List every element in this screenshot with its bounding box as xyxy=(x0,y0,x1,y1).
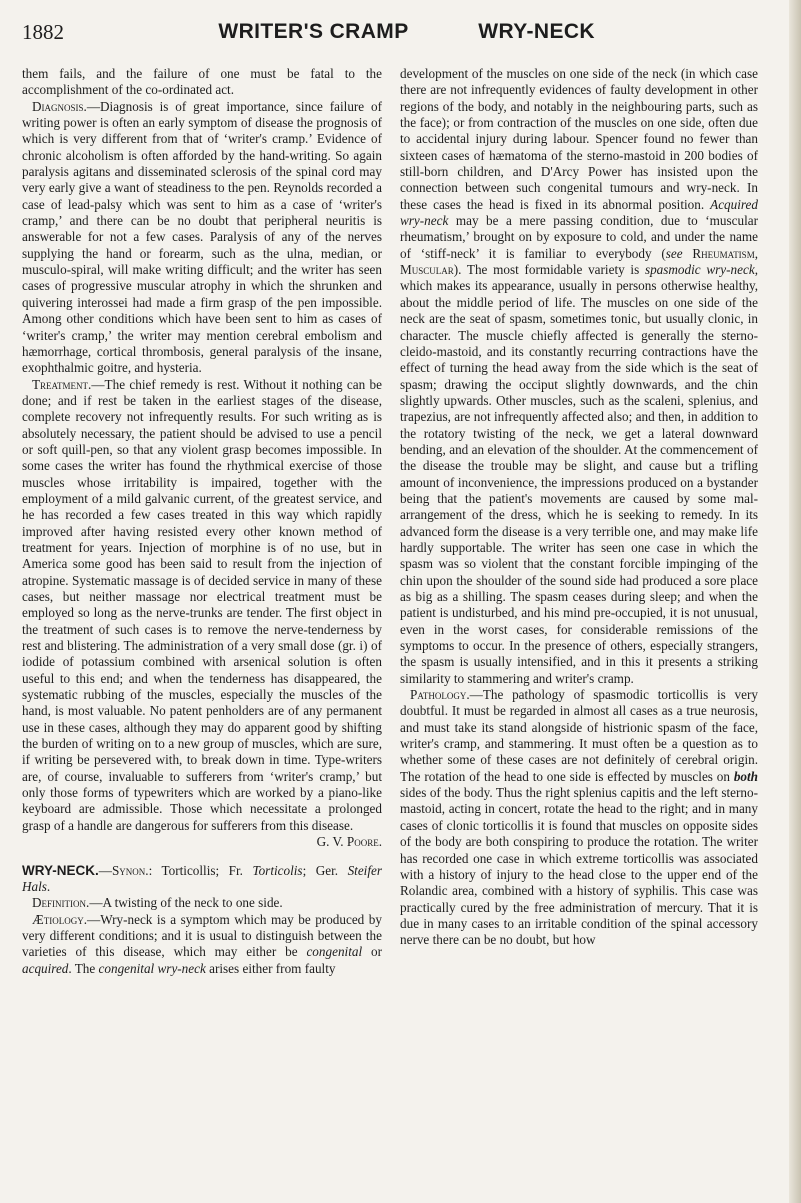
left-running-title: WRITER'S CRAMP xyxy=(218,20,409,43)
definition-section xyxy=(22,895,382,911)
aetiology-section xyxy=(22,912,382,977)
synonyms-text: : Torticollis; Fr. xyxy=(148,862,253,878)
term-acquired-wry-neck: Acquired wry-neck xyxy=(400,196,758,229)
synonym-german: Steifer Hals xyxy=(22,862,382,894)
synonyms-sep: ; Ger. xyxy=(302,862,348,878)
page-number: 1882 xyxy=(22,20,64,44)
wry-neck-entry xyxy=(22,863,382,896)
treatment-body: —The chief remedy is rest. Without it nothing can be done; and if rest be taken in the earliest stages of the disease, complete recovery not infrequently results. For such writing as is absolutely necessary, the patient should be advised to use a pencil or soft quill-pen, so that any violent grasp becomes impossible. In some cases the writer has found the rhythmical exercise of those muscles whose irritability is impaired, together with the employment of a mild galvanic current, of the greatest service, and he has recorded a few cases treated in this way which rapidly improved after having resisted every other known method of treatment for years. Injection of morphine is of no use, but in America some good has been said to result from the injection of atropine. Systematic massage is of decided service in many of these cases, but neither massage nor electrical treatment must be employed so long as the nerve-trunks are tender. The first object in the treatment of such cases is to remove the nerve-tenderness by rest and blistering. The administration of a very small dose (gr. i) of iodide of potassium combined with arsenical solution is often useful to this end; and when the tenderness has disappeared, the systematic rubbing of the muscles, especially the muscles of the hand, is most valuable. No patent penholders are of any permanent use in these cases, although they may do apparent good by shifting the burden of writing on to a new group of muscles, which are sure, if writing be persevered with, to break down in time. Type-writers are, of course, invaluable to sufferers from ‘writer's cramp,’ but only those forms of typewriters which are worked by a piano-like keyboard are admissible. Those which necessitate a prolonged grasp of a handle are dangerous for sufferers from this disease. xyxy=(22,376,382,833)
term-congenital-wry-neck: congenital wry-neck xyxy=(98,960,206,976)
pathology-heading: Pathology. xyxy=(410,687,470,703)
term-both: both xyxy=(733,768,758,784)
aetiology-body: —Wry-neck is a symptom which may be produced by very different conditions; and it is usual to distinguish between the varieties of this disease, which may either be xyxy=(22,911,382,960)
treatment-heading: Treatment. xyxy=(32,376,92,392)
diagnosis-body: —Diagnosis is of great importance, since failure of writing power is often an early symptom of disease the prognosis of which is very different from that of ‘writer's cramp.’ Evidence of chronic alcoholism is often afforded by the hand-writing. So again paralysis agitans and disseminated sclerosis of the spinal cord may very early give a want of steadiness to the pen. Reynolds recorded a case of lead-palsy which was sent to him as a case of ‘writer's cramp,’ and there can be no doubt that peripheral neuritis is answerable for not a few cases. Paralysis of any of the nerves supplying the hand or forearm, such as the ulna, median, or musculo-spiral, will make writing difficult; and the writer has seen cases of progressive muscular atrophy in which the shrunken and quivering interossei had made a firm grasp of the pen impossible. Among other conditions which have been sent to him as cases of ‘writer's cramp,’ the writer may mention cerebral embolism and hæmorrhage, cortical thrombosis, general paralysis of the insane, exophthalmic goitre, and hysteria. xyxy=(22,98,382,376)
pathology-tail: sides of the body. Thus the right splenius capitis and the left sterno-mastoid, acting in concert, rotate the head to the right; and in many cases of clonic torticollis it is found that muscles on opposite sides of the body are both conspiring to produce the rotation. The writer has recorded one case in which extreme torticollis was associated with a history of injury to the head close to the upper end of the Rolandic area, combined with a history of syphilis. This case was practically cured by the free administration of mercury. That it is due in many cases to an irritable condition of the spinal accessory nerve there can be no doubt, but how xyxy=(400,785,758,948)
page-edge xyxy=(789,0,801,1203)
aetiology-heading: Ætiology. xyxy=(32,911,88,927)
aetiology-cont-text-3: ). The most formidable variety is xyxy=(453,262,645,278)
aetiology-cont-text-4: , which makes its appearance, usually in persons otherwise healthy, about the middle period of life. The muscles on one side of the neck are the seat of spasm, sometimes tonic, but usually clonic, in character. The muscle chiefly affected is generally the sterno-cleido-mastoid, and its constantly recurring contractions have the effect of turning the head away from the side which is the seat of spasm; drawing the occiput slightly downwards, and the chin slightly upwards. Other muscles, such as the scaleni, splenius, and trapezius, are not infrequently affected also; and then, in addition to the rotatory twisting of the neck, we get a lateral downward bending, and an elevation of the shoulder. At the commencement of the disease the trouble may be slight, and cause but a trifling amount of inconvenience, the impressions produced on a bystander being that the patient's movements are caused by some mal-arrangement of the dress, which he is seeking to remedy. In its advanced form the disease is a very terrible one, and may make life hardly supportable. The writer has seen one case in which the spasm was so violent that the constant forcible impinging of the chin upon the shoulder of the sound side had produced a sore place as big as a shilling. The spasm ceases during sleep; and when the patient is undisturbed, and his mind pre-occupied, it is not unusual, even in the worst cases, for considerable remissions of the symptoms to occur. In the presence of others, especially strangers, the spasm is usually intensified, and in this it presents a striking similarity to stammering and writer's cramp. xyxy=(400,262,758,686)
right-column xyxy=(400,66,758,949)
left-column xyxy=(22,66,382,977)
synonyms-label: —Synon. xyxy=(98,862,149,878)
definition-heading: Definition. xyxy=(32,895,90,911)
right-running-title: WRY-NECK xyxy=(478,20,595,43)
definition-body: —A twisting of the neck to one side. xyxy=(89,895,283,911)
treatment-section xyxy=(22,377,382,851)
author-signature: G. V. Poore. xyxy=(316,834,382,850)
term-congenital: congenital xyxy=(306,944,363,960)
pathology-body: —The pathology of spasmodic torticollis is very doubtful. It must be regarded in almost all cases as a true neurosis, and must take its stand alongside of histrionic spasm of the face, writer's cramp, and stammering. It must often be a question as to whether some of these cases are not definitely of cerebral origin. The rotation of the head to one side is effected by muscles on xyxy=(400,687,758,784)
running-header xyxy=(22,20,775,50)
see-reference: see xyxy=(665,245,683,261)
term-spasmodic-wry-neck: spasmodic wry-neck xyxy=(644,262,755,278)
cross-reference-rheumatism: Rheumatism, Muscular xyxy=(400,245,758,278)
paragraph-continuation: them fails, and the failure of one must be fatal to the accomplishment of the co-ordinated act. xyxy=(22,66,382,98)
aetiology-cont-text: development of the muscles on one side of the neck (in which case there are not infrequently evidences of faulty development in other regions of the body, and notably in the neighbouring parts, such as the face); or from contraction of the muscles on one side, often due to accidental injury during labour. Spencer found no fewer than sixteen cases of hæmatoma of the sterno-mastoid in 200 bodies of still-born children, and D'Arcy Power has insisted upon the connection between such congenital tumours and wry-neck. In these cases the head is fixed in its abnormal position. xyxy=(400,66,758,212)
aetiology-mid: . The xyxy=(68,960,99,976)
aetiology-continuation xyxy=(400,66,758,687)
aetiology-tail: arises either from faulty xyxy=(205,960,336,976)
pathology-section xyxy=(400,687,758,949)
diagnosis-heading: Diagnosis. xyxy=(32,98,87,114)
diagnosis-section xyxy=(22,99,382,377)
synonym-french: Torticolis xyxy=(252,862,303,878)
synonyms-end: . xyxy=(46,878,51,894)
term-acquired: acquired xyxy=(22,960,69,976)
entry-heading: WRY-NECK. xyxy=(22,862,99,878)
aetiology-cont-text-2: may be a mere passing condition, due to ‘muscular rheumatism,’ brought on by exposure to cold, and under the name of ‘stiff-neck’ it is familiar to everybody ( xyxy=(400,213,758,261)
aetiology-or: or xyxy=(362,944,382,960)
